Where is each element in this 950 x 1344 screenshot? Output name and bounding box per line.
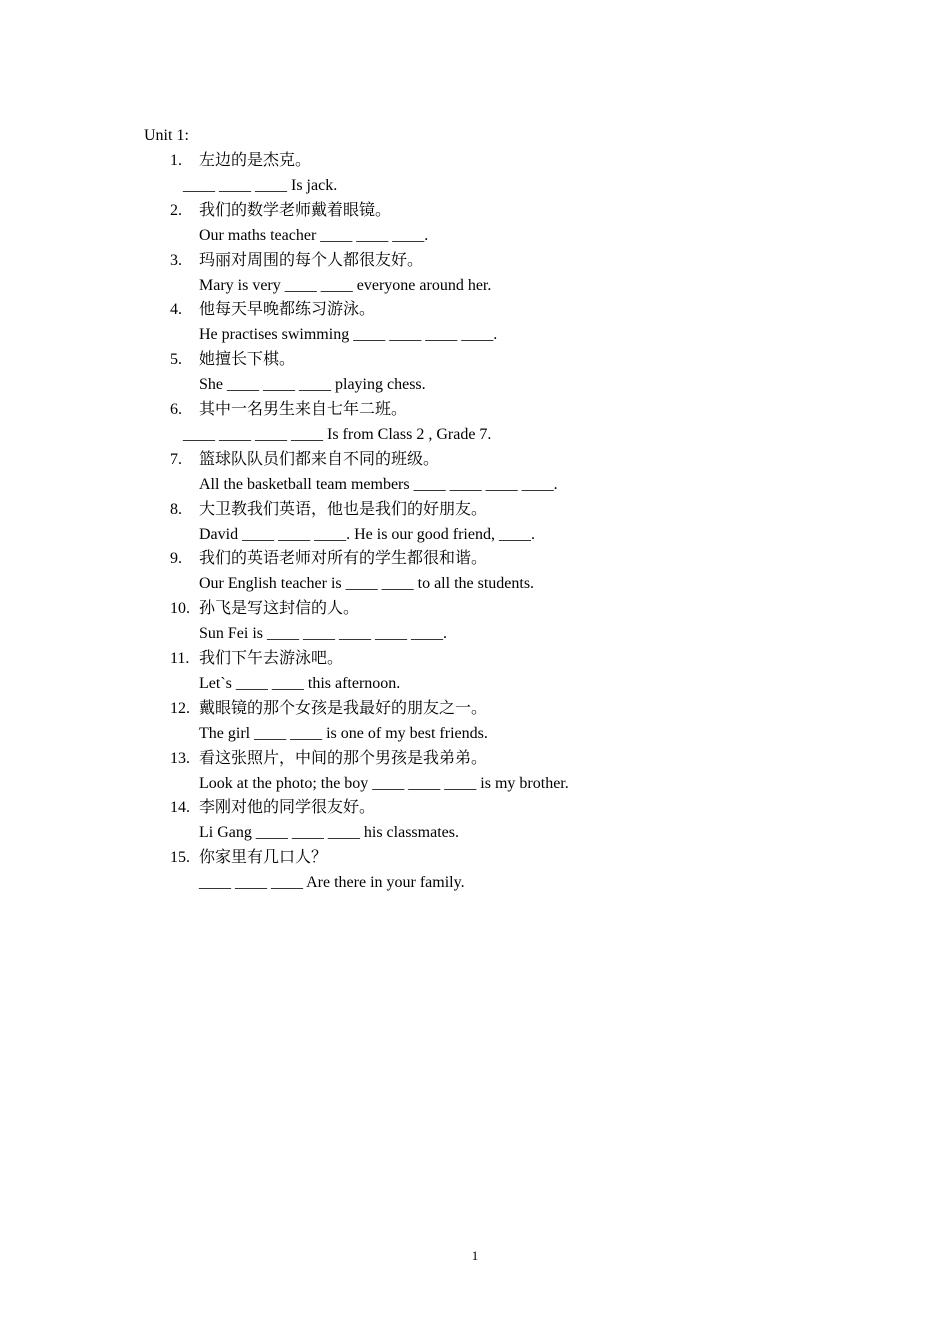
item-number: 10. <box>170 600 190 618</box>
exercise-item <box>0 499 950 549</box>
english-sentence: David ____ ____ ____. He is our good friend, ____. <box>199 525 535 543</box>
english-sentence: ____ ____ ____ Are there in your family. <box>199 874 465 892</box>
english-sentence: Look at the photo; the boy ____ ____ ____ is my brother. <box>199 774 569 792</box>
chinese-sentence: 其中一名男生来自七年二班。 <box>199 400 408 418</box>
item-number: 6. <box>170 400 182 418</box>
english-sentence: The girl ____ ____ is one of my best friends. <box>199 724 488 742</box>
chinese-sentence: 她擅长下棋。 <box>199 351 296 369</box>
item-number: 14. <box>170 799 190 817</box>
exercise-item <box>0 200 950 250</box>
english-sentence: Sun Fei is ____ ____ ____ ____ ____. <box>199 625 448 643</box>
chinese-sentence: 玛丽对周围的每个人都很友好。 <box>199 251 424 269</box>
exercise-item <box>0 250 950 300</box>
item-number: 8. <box>170 500 182 518</box>
exercise-item <box>0 299 950 349</box>
chinese-sentence: 孙飞是写这封信的人。 <box>199 600 360 618</box>
english-sentence: Our English teacher is ____ ____ to all the students. <box>199 575 535 593</box>
exercise-item <box>0 349 950 399</box>
english-sentence: All the basketball team members ____ ____ ____ ____. <box>199 475 558 493</box>
exercise-item <box>0 698 950 748</box>
item-number: 4. <box>170 301 182 319</box>
exercise-item <box>0 847 950 897</box>
item-number: 9. <box>170 550 182 568</box>
item-number: 13. <box>170 749 190 767</box>
english-sentence: ____ ____ ____ Is jack. <box>183 177 338 194</box>
chinese-sentence: 你家里有几口人？ <box>199 849 328 867</box>
chinese-sentence: 大卫教我们英语，他也是我们的好朋友。 <box>199 500 488 518</box>
chinese-sentence: 看这张照片，中间的那个男孩是我弟弟。 <box>199 749 488 767</box>
chinese-sentence: 左边的是杰克。 <box>199 152 312 169</box>
exercise-item <box>0 449 950 499</box>
item-number: 7. <box>170 450 182 468</box>
english-sentence: Li Gang ____ ____ ____ his classmates. <box>199 824 459 842</box>
english-sentence: Let`s ____ ____ this afternoon. <box>199 674 401 692</box>
item-number: 2. <box>170 201 182 219</box>
chinese-sentence: 篮球队队员们都来自不同的班级。 <box>199 450 440 468</box>
english-sentence: Mary is very ____ ____ everyone around her. <box>199 276 492 294</box>
chinese-sentence: 我们的数学老师戴着眼镜。 <box>199 201 392 219</box>
item-number: 12. <box>170 699 190 717</box>
unit-title: Unit 1: <box>144 127 189 144</box>
item-number: 11. <box>170 649 190 667</box>
item-number: 3. <box>170 251 182 269</box>
english-sentence: Our maths teacher ____ ____ ____. <box>199 226 429 244</box>
page-number: 1 <box>471 1248 479 1263</box>
chinese-sentence: 他每天早晚都练习游泳。 <box>199 301 376 319</box>
chinese-sentence: 李刚对他的同学很友好。 <box>199 799 376 817</box>
item-number: 5. <box>170 351 182 369</box>
chinese-sentence: 我们下午去游泳吧。 <box>199 649 344 667</box>
item-number: 1. <box>170 152 182 169</box>
exercise-item <box>0 748 950 798</box>
chinese-sentence: 戴眼镜的那个女孩是我最好的朋友之一。 <box>199 699 488 717</box>
exercise-item <box>0 797 950 847</box>
exercise-item <box>0 598 950 648</box>
exercise-item <box>0 648 950 698</box>
exercise-item <box>0 399 950 449</box>
chinese-sentence: 我们的英语老师对所有的学生都很和谐。 <box>199 550 488 568</box>
item-number: 15. <box>170 849 190 867</box>
english-sentence: She ____ ____ ____ playing chess. <box>199 376 426 394</box>
exercise-item <box>0 150 950 200</box>
exercise-list <box>0 150 950 897</box>
exercise-item <box>0 548 950 598</box>
english-sentence: He practises swimming ____ ____ ____ ____. <box>199 326 498 344</box>
english-sentence: ____ ____ ____ ____ Is from Class 2 , Grade 7. <box>183 425 492 443</box>
